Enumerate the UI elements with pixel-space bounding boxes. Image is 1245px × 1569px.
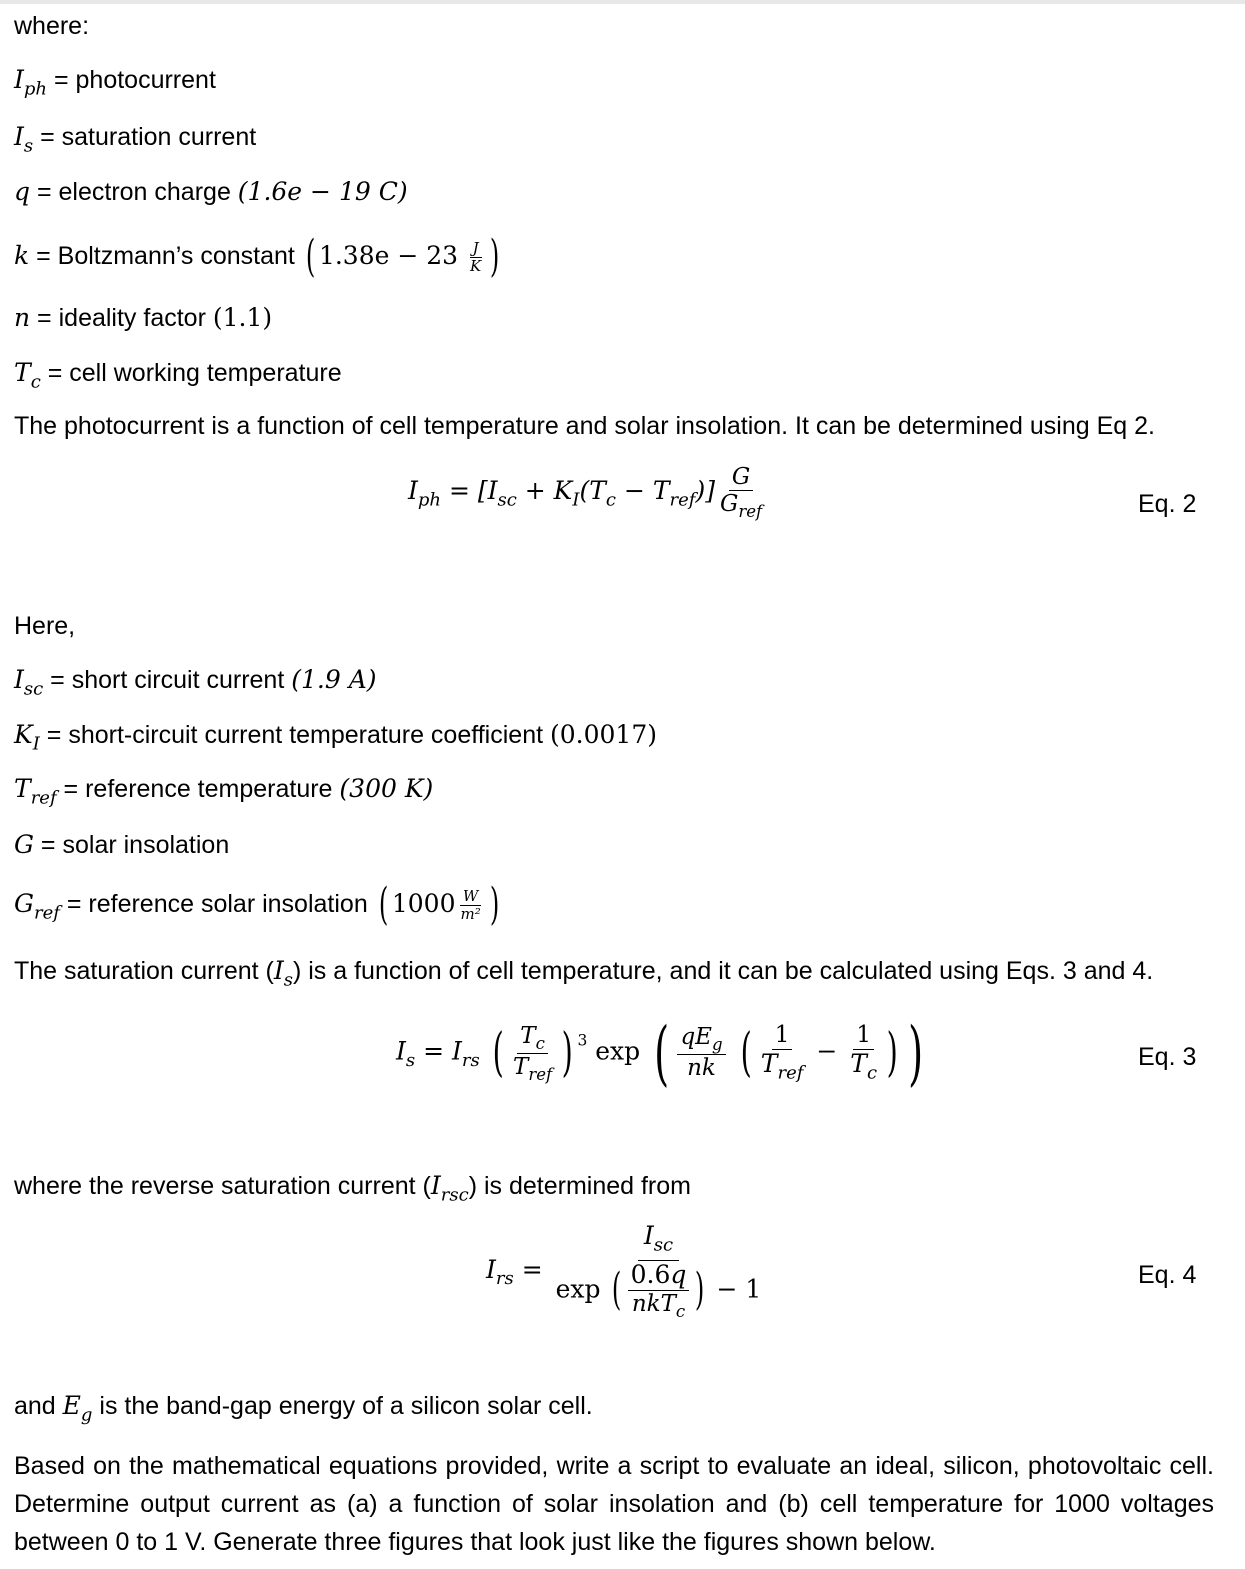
equation-2: $I_{ph} = [I_{sc} + K_I(T_c - T_{ref})]$ $\frac{G}{G_{ref}}$: [408, 464, 763, 522]
def-tref: $T_{ref}$ = reference temperature (300 K): [14, 774, 434, 809]
def-isc: $I_{sc}$ = short circuit current (1.9 A): [14, 665, 377, 700]
def-is: $I_s$ = saturation current: [14, 122, 257, 157]
def-gref: $G_{ref}$ = reference solar insolation ( 1000 $\frac{W}{\text{m²}}$ ): [14, 879, 500, 930]
para-final: Based on the mathematical equations provided, write a script to evaluate an ideal, silicon, photovoltaic cell. Determine output current as (a) a function of solar insolation and (b) cell temperature for 1000 voltages between 0 to 1 V. Generate three figures that look just like the figures shown below.: [14, 1452, 1214, 1556]
equation-4: $I_{rs}$ = $I_{sc}$ exp ( $\frac{0.6q}{nkT_c}$ ) − 1: [486, 1221, 762, 1321]
def-n: n = ideality factor (1.1): [14, 303, 273, 332]
equation-3: $I_s = I_{rs}$ ( $\frac{T_c}{T_{ref}}$ ) $^3$ exp ( $\frac{qE_g}{nk}$ ( $\frac{1}{T_{ref}}$ − $\frac{1}{T_c}$ ) ): [396, 1012, 924, 1094]
para-photocurrent: The photocurrent is a function of cell temperature and solar insolation. It can be determined using Eq 2.: [14, 412, 1155, 440]
def-tc: $T_c$ = cell working temperature: [14, 358, 342, 393]
def-iph: $I_{ph}$ = photocurrent: [14, 65, 216, 100]
def-k: k = Boltzmann’s constant ( 1.38e − 23 $\frac{J}{K}$ ): [14, 231, 500, 282]
eq3-label: Eq. 3: [1138, 1043, 1197, 1071]
where-label: where:: [14, 12, 90, 40]
para-saturation: The saturation current $(I_s)$ is a function of cell temperature, and it can be calculated using Eqs. 3 and 4.: [14, 956, 1154, 991]
here-label: Here,: [14, 612, 76, 640]
def-ki: $K_I$ = short-circuit current temperature coefficient (0.0017): [14, 720, 657, 755]
top-border: [0, 0, 1245, 4]
para-eg: and $E_g$ is the band-gap energy of a silicon solar cell.: [14, 1391, 593, 1426]
para-reverse: where the reverse saturation current $(I_{rsc})$ is determined from: [14, 1171, 691, 1206]
eq4-label: Eq. 4: [1138, 1261, 1197, 1289]
def-q: q = electron charge (1.6e − 19 C): [14, 177, 408, 206]
def-g: G = solar insolation: [14, 830, 230, 859]
eq2-label: Eq. 2: [1138, 490, 1197, 518]
